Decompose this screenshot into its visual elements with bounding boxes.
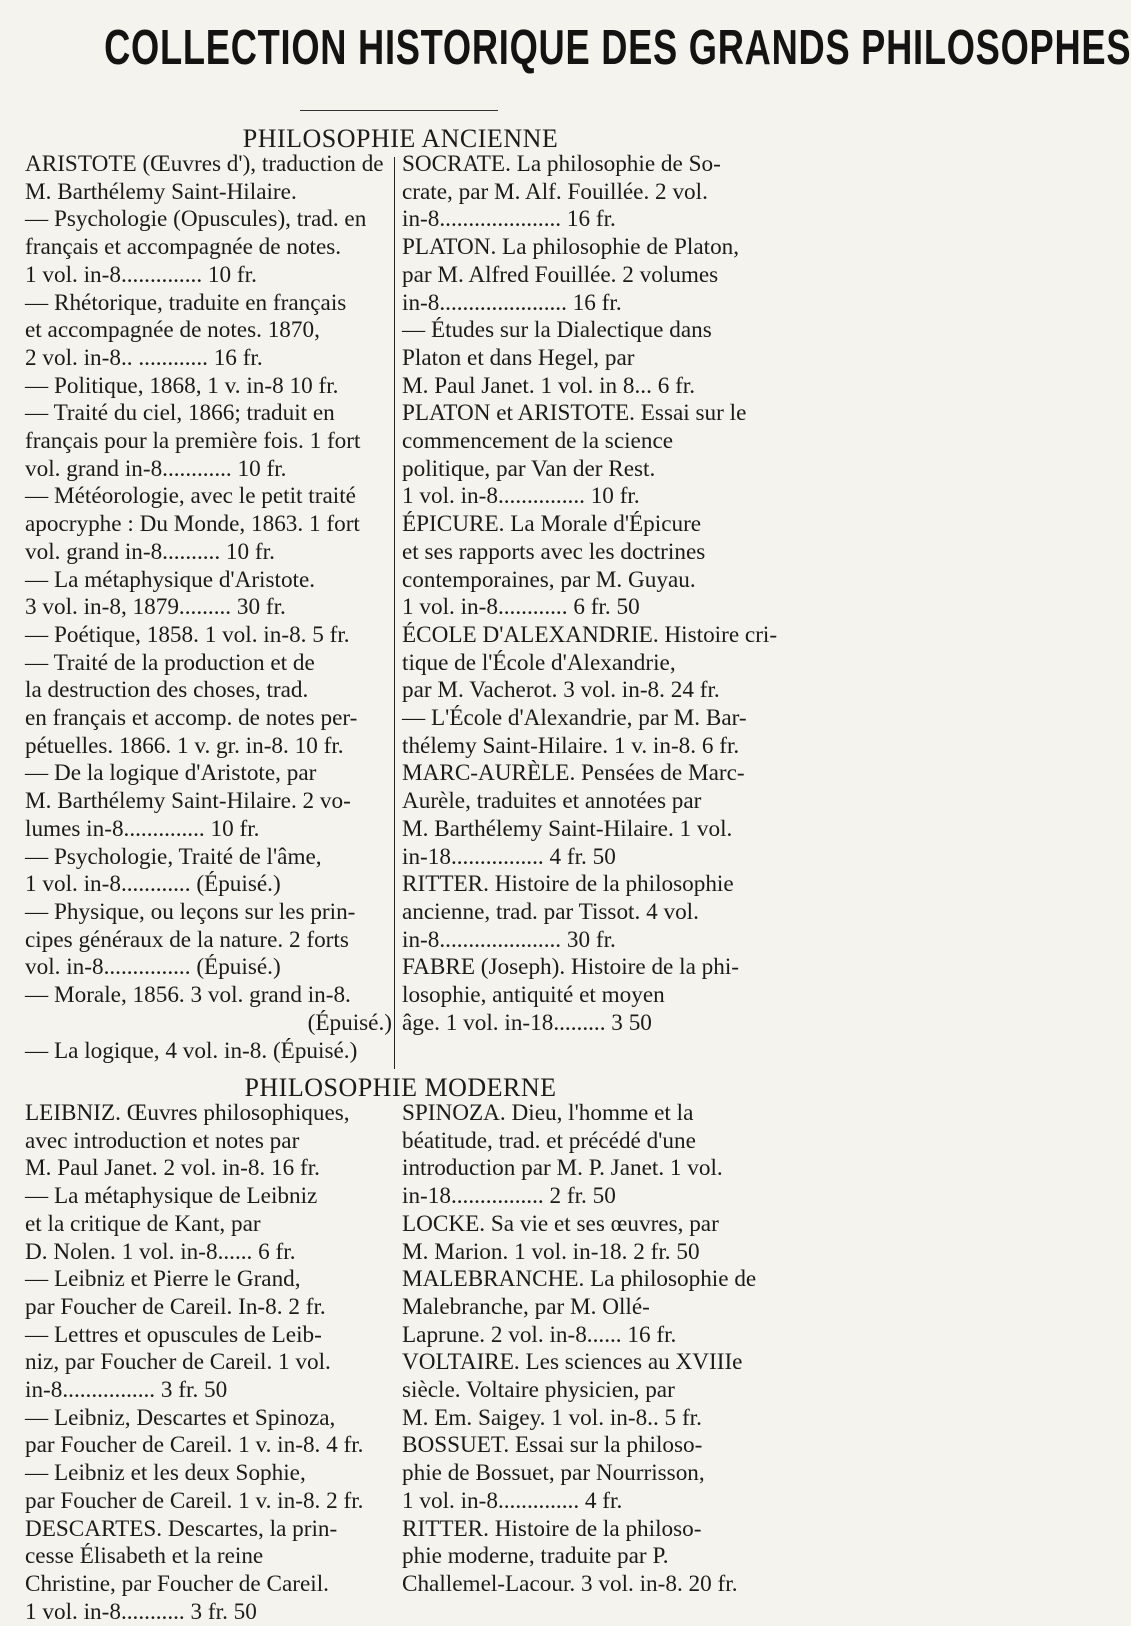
- line: — Psychologie (Opuscules), trad. en: [25, 206, 367, 233]
- line: M. Barthélemy Saint-Hilaire. 2 vo-: [25, 788, 351, 815]
- line: in-18................ 2 fr. 50: [402, 1183, 616, 1210]
- line: SPINOZA. Dieu, l'homme et la: [402, 1100, 694, 1126]
- line: tique de l'École d'Alexandrie,: [402, 649, 676, 676]
- entries-moderne-left: [25, 1100, 392, 1626]
- line: commencement de la science: [402, 428, 674, 455]
- line: — Lettres et opuscules de Leib-: [25, 1321, 322, 1348]
- line: 1 vol. in-8.............. 10 fr.: [25, 261, 257, 288]
- line: introduction par M. P. Janet. 1 vol.: [402, 1155, 723, 1182]
- line: RITTER. Histoire de la philoso-: [402, 1515, 702, 1542]
- line: vol. grand in-8............ 10 fr.: [25, 455, 287, 482]
- line: 1 vol. in-8........... 3 fr. 50: [25, 1598, 257, 1625]
- line: — La métaphysique d'Aristote.: [25, 566, 316, 593]
- line: Laprune. 2 vol. in-8...... 16 fr.: [402, 1321, 677, 1348]
- line: en français et accomp. de notes per-: [25, 705, 358, 732]
- moderne-left-column: [25, 1100, 392, 1626]
- line: M. Barthélemy Saint-Hilaire.: [25, 178, 297, 205]
- line: avec introduction et notes par: [25, 1127, 300, 1154]
- line: — Politique, 1868, 1 v. in-8 10 fr.: [25, 372, 339, 399]
- line: M. Paul Janet. 2 vol. in-8. 16 fr.: [25, 1155, 320, 1182]
- title-underline: [300, 110, 498, 111]
- line: lumes in-8.............. 10 fr.: [25, 815, 260, 842]
- line: vol. in-8............... (Épuisé.): [25, 954, 281, 981]
- line: — Leibniz et Pierre le Grand,: [25, 1266, 301, 1293]
- line: par M. Alfred Fouillée. 2 volumes: [402, 261, 719, 288]
- line: SOCRATE. La philosophie de So-: [402, 151, 721, 177]
- line: (Épuisé.): [307, 1009, 392, 1036]
- line: et ses rapports avec les doctrines: [402, 538, 706, 565]
- line: losophie, antiquité et moyen: [402, 982, 665, 1009]
- moderne-right-column: [402, 1100, 778, 1599]
- line: par Foucher de Careil. 1 v. in-8. 2 fr.: [25, 1487, 364, 1514]
- line: — Leibniz et les deux Sophie,: [25, 1460, 306, 1487]
- line: — De la logique d'Aristote, par: [25, 760, 317, 787]
- line: 1 vol. in-8............ (Épuisé.): [25, 871, 281, 898]
- line: — La métaphysique de Leibniz: [25, 1183, 318, 1210]
- line: vol. grand in-8.......... 10 fr.: [25, 538, 275, 565]
- column-divider-ancienne: [394, 157, 395, 1069]
- line: Christine, par Foucher de Careil.: [25, 1570, 329, 1597]
- line: Aurèle, traduites et annotées par: [402, 788, 702, 815]
- line: — Études sur la Dialectique dans: [402, 317, 712, 344]
- line: BOSSUET. Essai sur la philoso-: [402, 1432, 703, 1459]
- line: PLATON et ARISTOTE. Essai sur le: [402, 400, 747, 427]
- line: par Foucher de Careil. 1 v. in-8. 4 fr.: [25, 1432, 364, 1459]
- entries-ancienne-right: [402, 151, 778, 1038]
- ancienne-left-column: [25, 151, 392, 1065]
- section-title-ancienne: PHILOSOPHIE ANCIENNE: [242, 124, 559, 153]
- line: 1 vol. in-8............... 10 fr.: [402, 483, 640, 510]
- line: et accompagnée de notes. 1870,: [25, 317, 320, 344]
- line: in-8................ 3 fr. 50: [25, 1377, 228, 1404]
- section-title-moderne: PHILOSOPHIE MODERNE: [244, 1073, 557, 1102]
- line: cipes généraux de la nature. 2 forts: [25, 926, 349, 953]
- line: MALEBRANCHE. La philosophie de: [402, 1266, 757, 1293]
- line: — La logique, 4 vol. in-8. (Épuisé.): [25, 1037, 358, 1064]
- line: LOCKE. Sa vie et ses œuvres, par: [402, 1210, 719, 1237]
- line: — Poétique, 1858. 1 vol. in-8. 5 fr.: [25, 621, 350, 648]
- line: 1 vol. in-8............ 6 fr. 50: [402, 594, 640, 621]
- ancienne-right-column: [402, 151, 778, 1038]
- line: — L'École d'Alexandrie, par M. Bar-: [402, 705, 747, 732]
- line: âge. 1 vol. in-18......... 3 50: [402, 1009, 652, 1036]
- line: ÉCOLE D'ALEXANDRIE. Histoire cri-: [402, 621, 778, 648]
- line: Malebranche, par M. Ollé-: [402, 1293, 650, 1320]
- line: in-8..................... 16 fr.: [402, 206, 616, 233]
- line: ancienne, trad. par Tissot. 4 vol.: [402, 898, 699, 925]
- line: in-8...................... 16 fr.: [402, 289, 622, 316]
- line: — Morale, 1856. 3 vol. grand in-8.: [25, 982, 351, 1009]
- line: M. Em. Saigey. 1 vol. in-8.. 5 fr.: [402, 1404, 702, 1431]
- line: contemporaines, par M. Guyau.: [402, 566, 696, 593]
- entry-aristote: [25, 151, 392, 1065]
- collection-title: COLLECTION HISTORIQUE DES GRANDS PHILOSOPHES: [104, 21, 1131, 75]
- line: M. Paul Janet. 1 vol. in 8... 6 fr.: [402, 372, 696, 399]
- line: politique, par Van der Rest.: [402, 455, 656, 482]
- line: in-8..................... 30 fr.: [402, 926, 616, 953]
- line: la destruction des choses, trad.: [25, 677, 309, 704]
- line: — Physique, ou leçons sur les prin-: [25, 898, 356, 925]
- line: M. Marion. 1 vol. in-18. 2 fr. 50: [402, 1238, 700, 1265]
- line: PLATON. La philosophie de Platon,: [402, 234, 740, 261]
- line: — Psychologie, Traité de l'âme,: [25, 843, 322, 870]
- line: phie moderne, traduite par P.: [402, 1543, 669, 1570]
- line: RITTER. Histoire de la philosophie: [402, 871, 734, 898]
- line: 1 vol. in-8.............. 4 fr.: [402, 1487, 623, 1514]
- line: — Leibniz, Descartes et Spinoza,: [25, 1404, 336, 1431]
- line: cesse Élisabeth et la reine: [25, 1543, 264, 1570]
- line: Challemel-Lacour. 3 vol. in-8. 20 fr.: [402, 1570, 738, 1597]
- line: par M. Vacherot. 3 vol. in-8. 24 fr.: [402, 677, 720, 704]
- entries-moderne-right: [402, 1100, 778, 1599]
- line: FABRE (Joseph). Histoire de la phi-: [402, 954, 740, 981]
- line: D. Nolen. 1 vol. in-8...... 6 fr.: [25, 1238, 296, 1265]
- line: et la critique de Kant, par: [25, 1210, 261, 1237]
- line: — Rhétorique, traduite en français: [25, 289, 347, 316]
- line: thélemy Saint-Hilaire. 1 v. in-8. 6 fr.: [402, 732, 740, 759]
- line: — Traité du ciel, 1866; traduit en: [25, 400, 335, 427]
- line: ÉPICURE. La Morale d'Épicure: [402, 511, 702, 538]
- line: M. Barthélemy Saint-Hilaire. 1 vol.: [402, 815, 733, 842]
- line: français pour la première fois. 1 fort: [25, 428, 361, 455]
- line: — Météorologie, avec le petit traité: [25, 483, 356, 510]
- line: 2 vol. in-8.. ............ 16 fr.: [25, 344, 263, 371]
- line: Platon et dans Hegel, par: [402, 344, 635, 371]
- line: 3 vol. in-8, 1879......... 30 fr.: [25, 594, 286, 621]
- line: crate, par M. Alf. Fouillée. 2 vol.: [402, 178, 708, 205]
- line: par Foucher de Careil. In-8. 2 fr.: [25, 1293, 326, 1320]
- line: MARC-AURÈLE. Pensées de Marc-: [402, 760, 745, 787]
- line: siècle. Voltaire physicien, par: [402, 1377, 675, 1404]
- line: DESCARTES. Descartes, la prin-: [25, 1515, 338, 1542]
- line: apocryphe : Du Monde, 1863. 1 fort: [25, 511, 360, 538]
- line: phie de Bossuet, par Nourrisson,: [402, 1460, 705, 1487]
- line: pétuelles. 1866. 1 v. gr. in-8. 10 fr.: [25, 732, 344, 759]
- line: LEIBNIZ. Œuvres philosophiques,: [25, 1100, 350, 1126]
- line: — Traité de la production et de: [25, 649, 315, 676]
- line: in-18................ 4 fr. 50: [402, 843, 616, 870]
- line: ARISTOTE (Œuvres d'), traduction de: [25, 151, 384, 177]
- line: béatitude, trad. et précédé d'une: [402, 1127, 696, 1154]
- line: VOLTAIRE. Les sciences au XVIIIe: [402, 1349, 743, 1376]
- line: français et accompagnée de notes.: [25, 234, 342, 261]
- line: niz, par Foucher de Careil. 1 vol.: [25, 1349, 331, 1376]
